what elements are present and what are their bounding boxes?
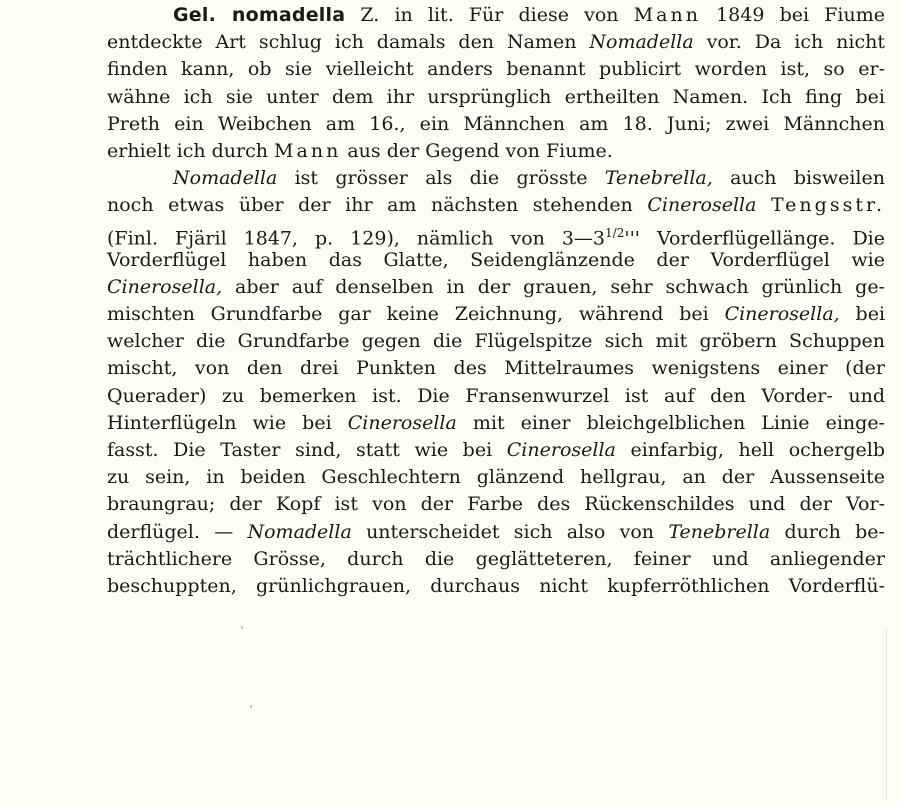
species-name: Cinerosella, [724,303,840,326]
paragraph-2-line-5 [107,274,885,301]
paragraph-1-line-1 [107,2,885,29]
scan-speck [241,626,243,629]
text-span: unterscheidet sich also von [366,520,655,543]
species-name: Cinerosella, [107,275,223,298]
scan-speck [250,705,252,708]
text-span: derflügel. — [107,520,234,543]
text-span: entdeckte Art schlug ich damals den Namen [107,31,577,54]
paragraph-2-line-4: Vorderflügel haben das Glatte, Seidenglänzende der Vorderflügel wie [107,248,885,271]
paragraph-2-line-14 [107,519,885,546]
species-name: Tenebrella [668,520,771,543]
species-name: Tenebrella, [604,167,713,190]
paragraph-1-line-5: Preth ein Weibchen am 16., ein Männchen am 18. Juni; zwei Männchen [107,112,885,135]
text-span: durch be- [784,520,885,543]
text-span: vor. Da ich nicht [706,31,885,54]
species-name: Nomadella [589,31,694,54]
paragraph-2-line-9: Querader) zu bemerken ist. Die Fransenwurzel ist auf den Vorder- und [107,384,885,407]
text-span: (Finl. Fjäril 1847, p. 129), nämlich von 3—3 [107,226,606,249]
text-span: ''' Vorderflügellänge. Die [624,226,885,249]
text-span: 1849 bei Fiume [716,4,885,26]
text-span: mit einer bleichgelblichen Linie einge- [472,411,885,434]
text-span: aber auf denselben in der grauen, sehr schwach grünlich ge- [235,275,886,298]
text-span: bei [855,303,886,326]
paragraph-1-line-4: wähne ich sie unter dem ihr ursprünglich ertheilten Namen. Ich fing bei [107,85,885,108]
author-name: Tengsstr. [770,194,885,217]
paragraph-2-line-6 [107,301,885,328]
author-name: Mann [274,139,342,162]
paragraph-2-line-1 [107,165,885,192]
paragraph-2-line-13: braungrau; der Kopf ist von der Farbe des Rückenschildes und der Vor- [107,493,885,516]
text-span: einfarbig, hell ochergelb [630,439,885,461]
text-span: noch etwas über der ihr am nächsten stehenden [107,194,633,217]
paragraph-2-line-3 [107,220,885,247]
species-name: Cinerosella [347,411,457,434]
text-span: Z. in lit. Für diese von [360,4,619,26]
paragraph-2-line-16: beschuppten, grünlichgrauen, durchaus nicht kupferröthlichen Vorderflü- [107,574,885,597]
page-edge-shadow [886,630,887,800]
text-span: auch bisweilen [730,167,885,190]
text-span: Hinterflügeln wie bei [107,411,332,434]
text-span: ist grösser als die grösste [294,167,588,190]
text-span: mischten Grundfarbe gar keine Zeichnung, während bei [107,303,709,326]
paragraph-2-line-11 [107,437,885,464]
species-name: Cinerosella [647,194,757,217]
text-span: aus der Gegend von Fiume. [347,139,613,162]
paragraph-2-line-10 [107,410,885,437]
paragraph-2-line-7: welcher die Grundfarbe gegen die Flügelspitze sich mit gröbern Schuppen [107,330,885,353]
text-span: fasst. Die Taster sind, statt wie bei [107,439,493,461]
species-name: Nomadella [173,167,278,190]
paragraph-1-line-3: finden kann, ob sie vielleicht anders benannt publicirt worden ist, so er- [107,58,885,81]
fraction: 1/2 [605,225,625,240]
species-heading: Gel. nomadella [173,4,346,26]
author-name: Mann [633,4,701,26]
species-name: Cinerosella [506,439,616,461]
text-span: erhielt ich durch [107,139,268,162]
paragraph-2-line-15: trächtlichere Grösse, durch die geglätteteren, feiner und anliegender [107,547,885,570]
paragraph-2-line-8: mischt, von den drei Punkten des Mittelraumes wenigstens einer (der [107,357,885,380]
text-body [107,2,885,600]
species-name: Nomadella [247,520,352,543]
paragraph-1-line-6 [107,138,885,165]
paragraph-2-line-2 [107,192,885,219]
paragraph-2-line-12: zu sein, in beiden Geschlechtern glänzend hellgrau, an der Aussenseite [107,466,885,489]
paragraph-1-line-2 [107,29,885,56]
